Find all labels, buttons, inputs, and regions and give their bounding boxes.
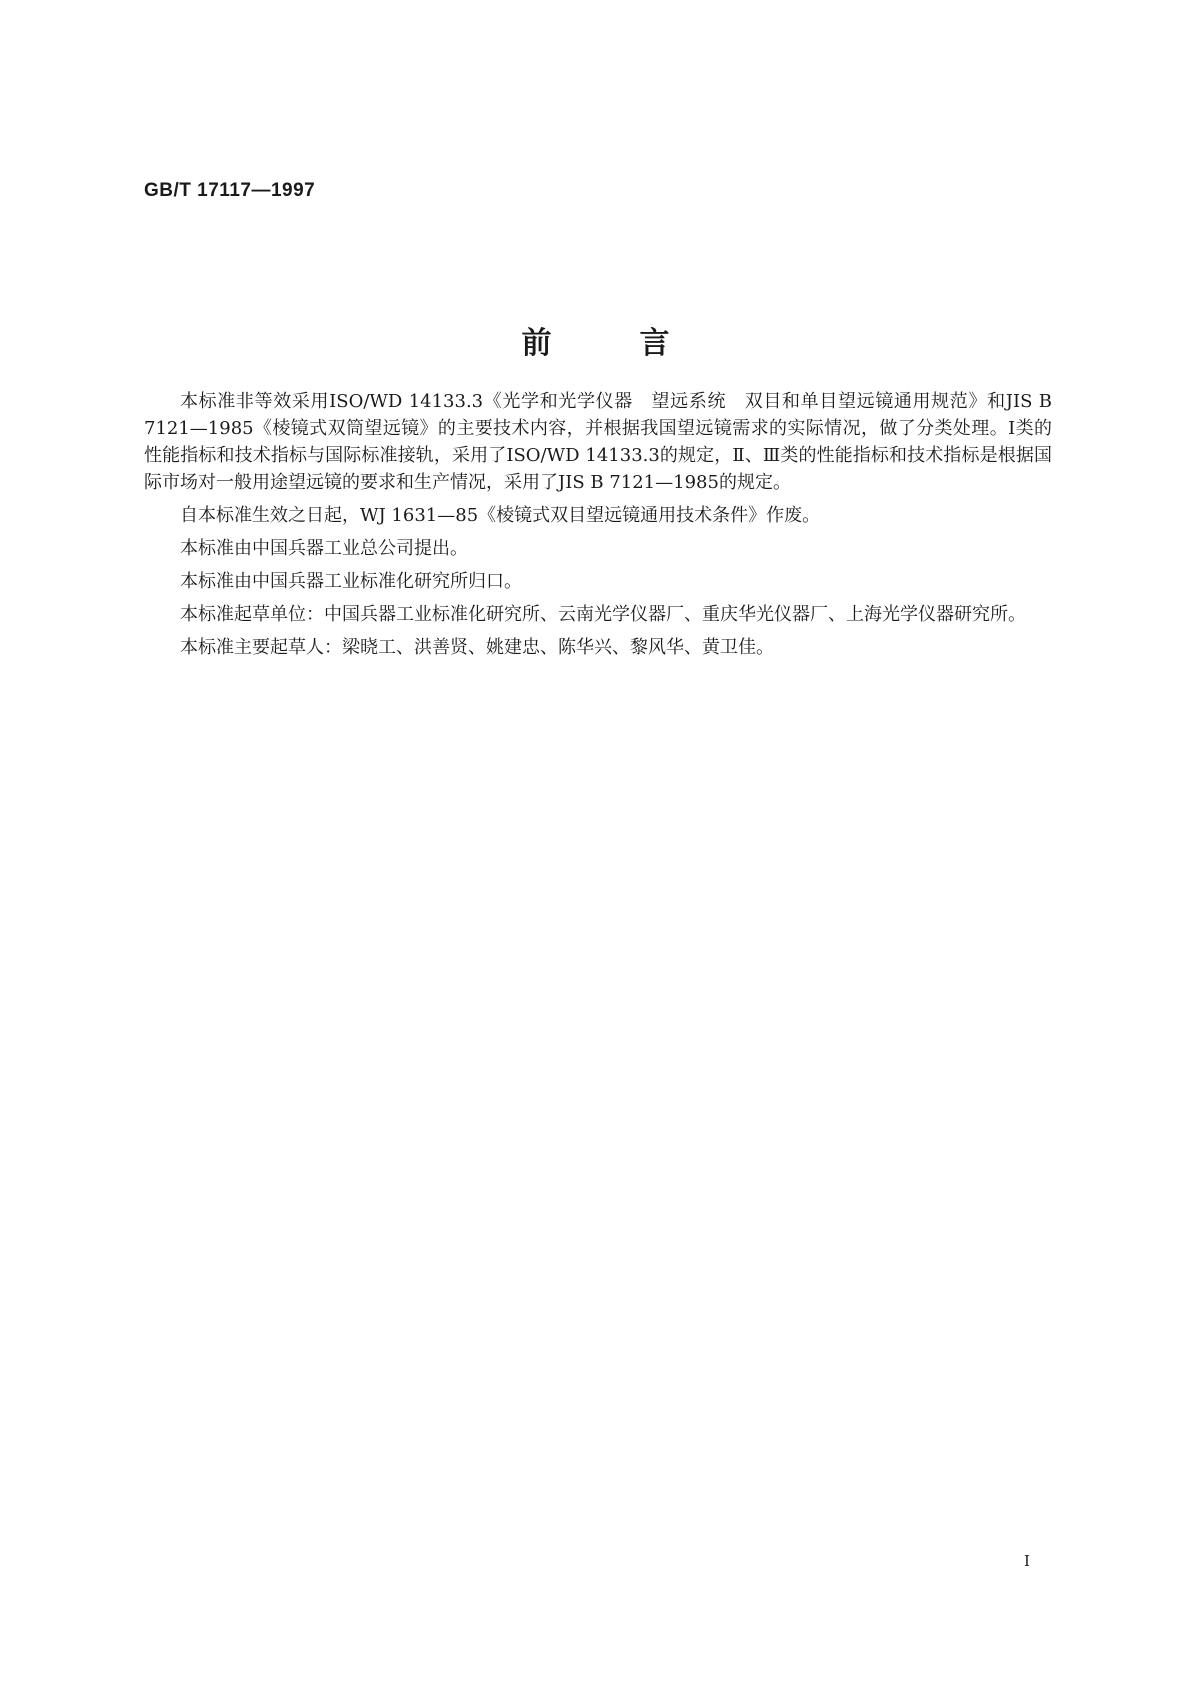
paragraph-responsible-unit: 本标准由中国兵器工业标准化研究所归口。 [180,571,522,592]
foreword-body [144,388,1052,667]
standard-code: GB/T 17117—1997 [144,180,316,201]
paragraph-drafting-units: 本标准起草单位：中国兵器工业标准化研究所、云南光学仪器厂、重庆华光仪器厂、上海光学仪器研究所。 [180,604,1026,625]
paragraph-supersedes: 自本标准生效之日起，WJ 1631—85《棱镜式双目望远镜通用技术条件》作废。 [180,505,821,526]
page-number: Ⅰ [1024,1552,1030,1570]
paragraph-proposed-by: 本标准由中国兵器工业总公司提出。 [180,538,468,559]
paragraph-adoption: 本标准非等效采用ISO/WD 14133.3《光学和光学仪器 望远系统 双目和单目望远镜通用规范》和JIS B 7121—1985《棱镜式双筒望远镜》的主要技术内容，并根据我国望远镜需求的实际情况，做了分类处理。Ⅰ类的性能指标和技术指标与国际标准接轨，采用了ISO/WD 14133.3的规定，Ⅱ、Ⅲ类的性能指标和技术指标是根据国际市场对一般用途望远镜的要求和生产情况，采用了JIS B 7121—1985的规定。 [144,391,1052,493]
paragraph-drafters: 本标准主要起草人：梁晓工、洪善贤、姚建忠、陈华兴、黎风华、黄卫佳。 [180,637,774,658]
page-title: 前言 [521,326,758,361]
